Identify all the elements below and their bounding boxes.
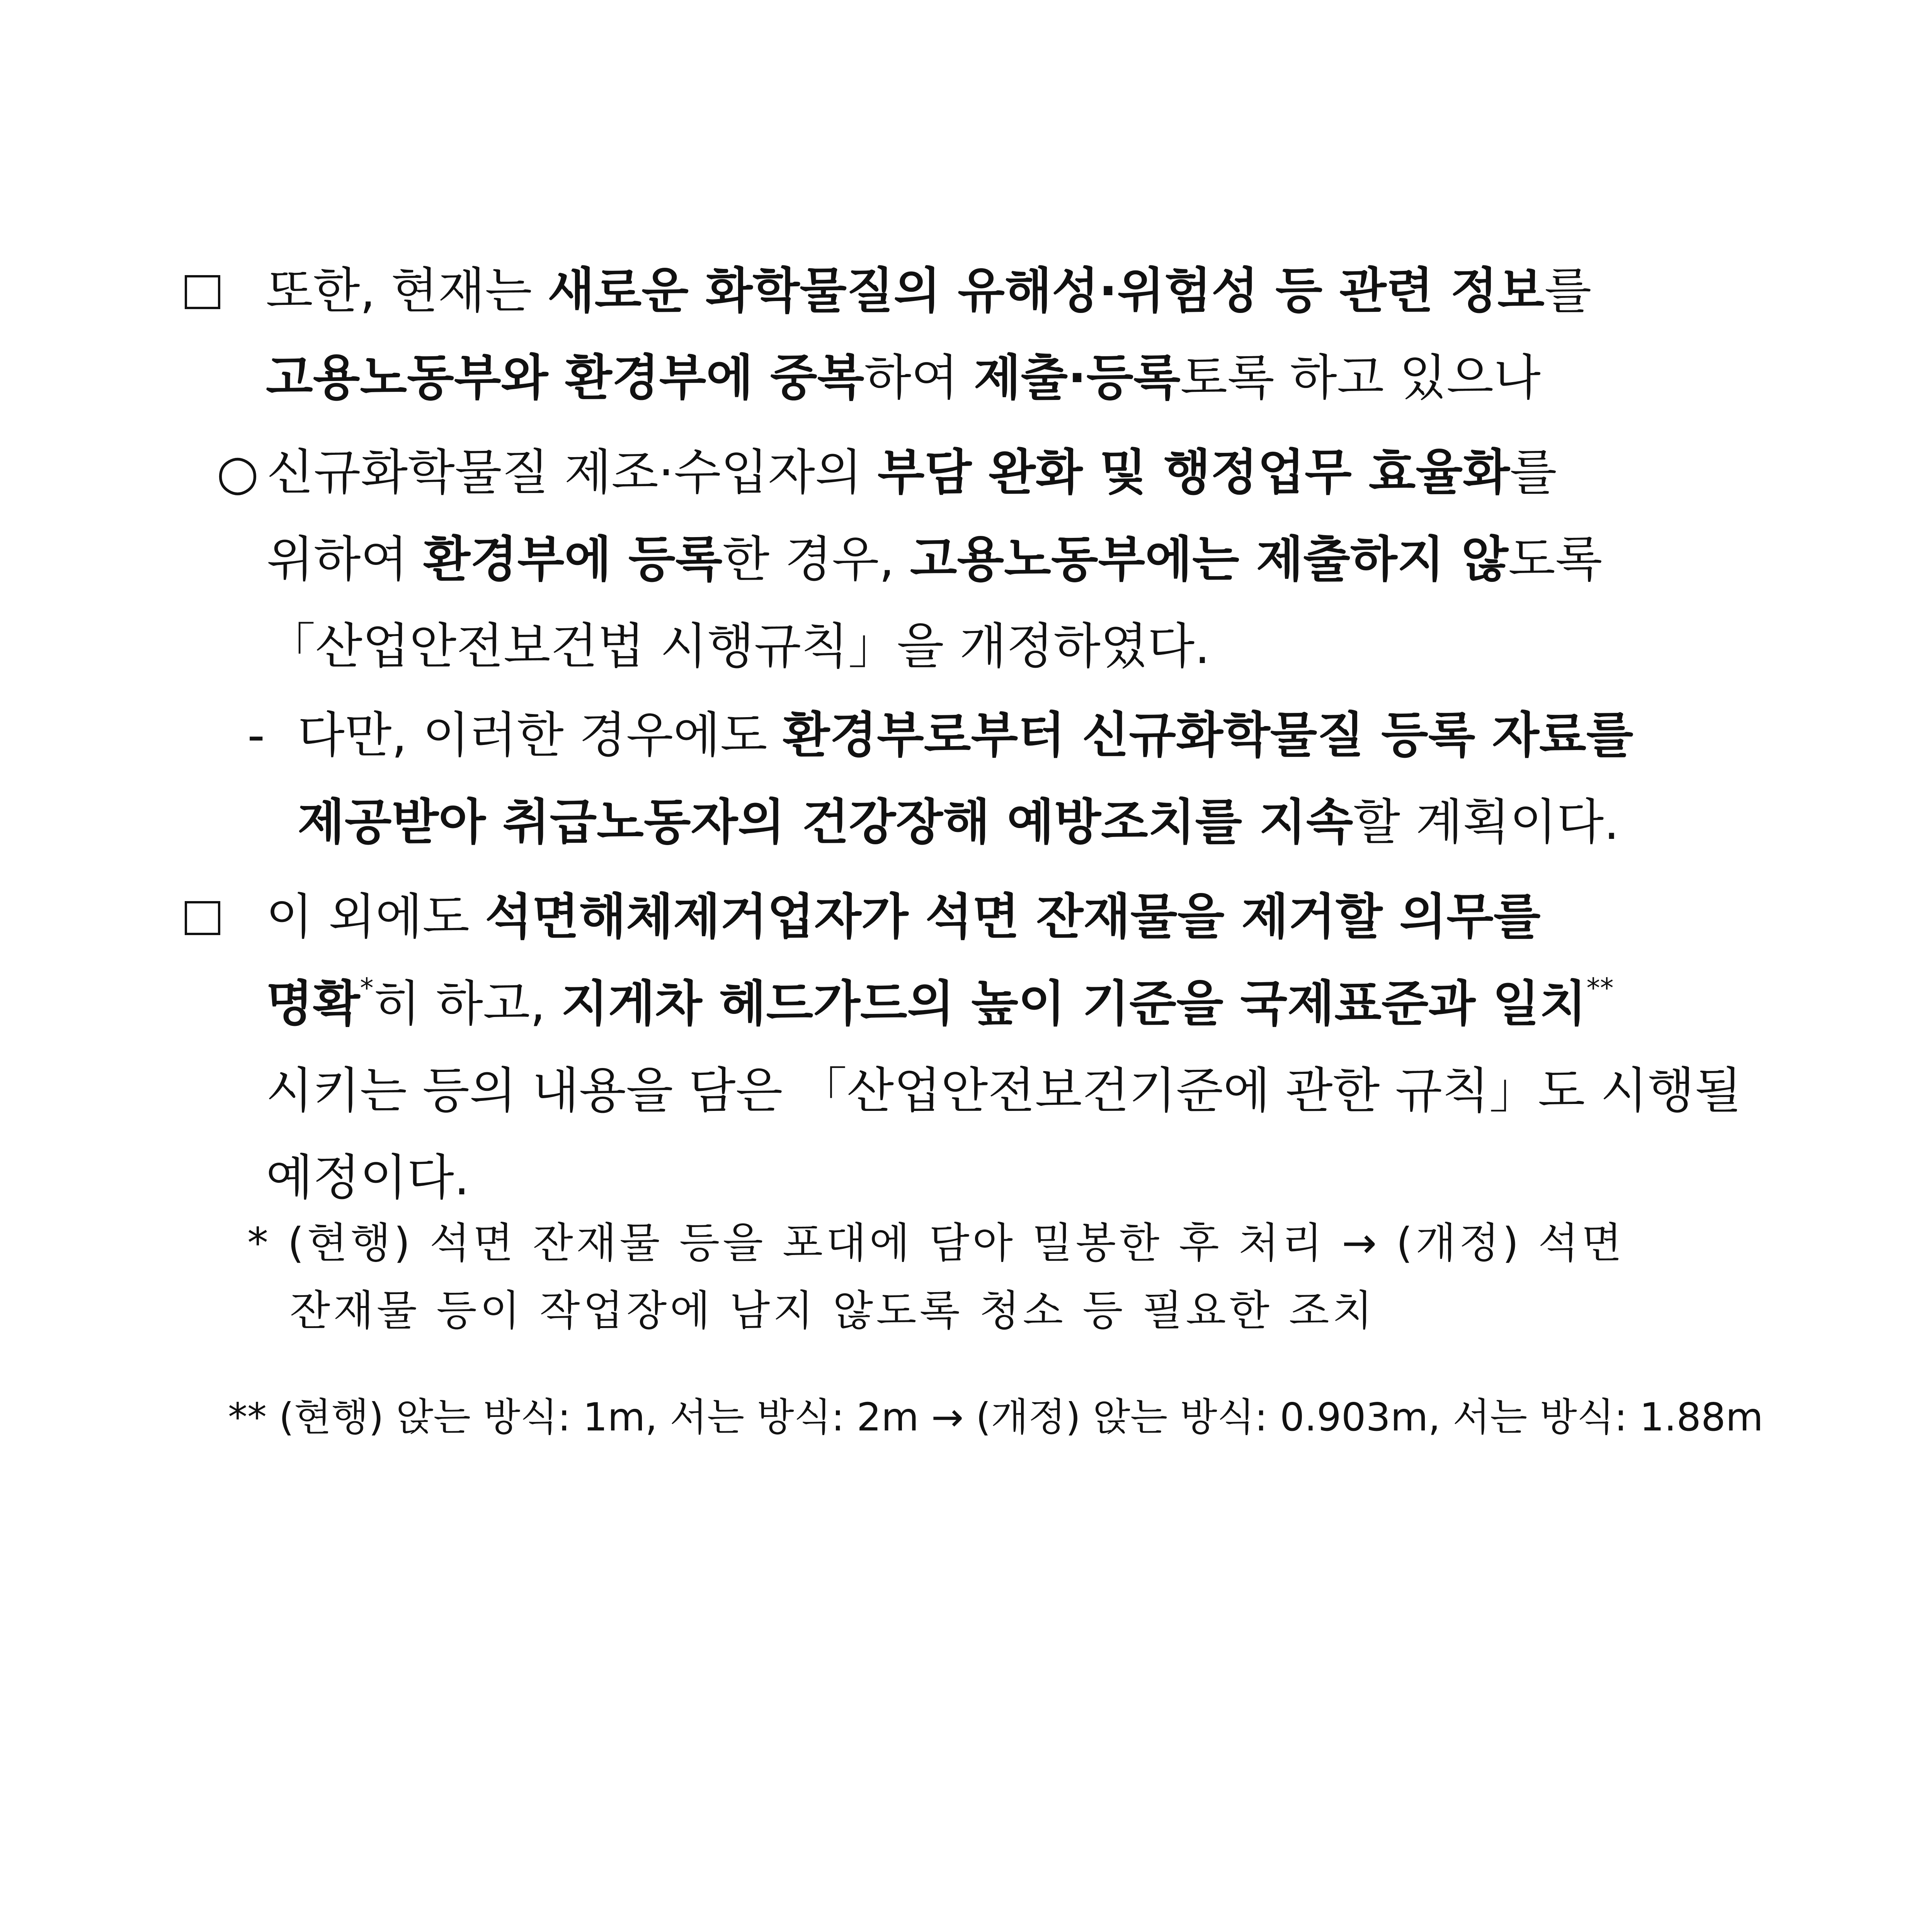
paragraph-2-line-2: [216, 516, 1747, 603]
text-run: 토록 하고 있으나: [1180, 349, 1541, 406]
bold-text-run: 명확: [266, 975, 360, 1032]
circle-bullet-icon: ○: [216, 444, 259, 501]
bold-text-run: 새로운 화학물질의 유해성·위험성 등 관련 정보: [547, 262, 1545, 319]
square-bullet-icon: [185, 275, 220, 309]
bold-text-run: 제출·등록: [973, 349, 1181, 406]
paragraph-4-line-2: [185, 960, 1747, 1047]
paragraph-1: [185, 247, 1747, 421]
paragraph-1-line-1: [185, 247, 1747, 334]
text-run: 또한, 현재는: [266, 262, 548, 319]
paragraph-1-line-2: [185, 334, 1747, 421]
text-run: 를: [1509, 444, 1557, 501]
paragraph-4-line-4: 예정이다.: [266, 1149, 470, 1206]
text-run: 하여: [864, 349, 974, 406]
paragraph-4-line-3: 시키는 등의 내용을 담은 「산업안전보건기준에 관한 규칙」도 시행될: [266, 1062, 1742, 1119]
bold-text-run: 석면해체제거업자가 석면 잔재물을 제거할 의무를: [485, 888, 1541, 945]
bold-text-run: 고용노동부와 환경부에 중복: [266, 349, 864, 406]
paragraph-4: [185, 873, 1747, 1221]
bold-text-run: 환경부에 등록: [423, 531, 723, 588]
text-run: 할 계획이다.: [1353, 794, 1620, 850]
paragraph-2-line-1: [216, 429, 1747, 516]
text-run: 도록: [1508, 531, 1603, 588]
paragraph-3: [247, 692, 1747, 866]
paragraph-3-line-1: [247, 692, 1747, 779]
bold-text-run: 제공받아 취급노동자의 건강장해 예방조치를 지속: [298, 794, 1353, 850]
paragraph-2-line-3: 「산업안전보건법 시행규칙」을 개정하였다.: [267, 618, 1210, 675]
footnote-marker: **: [1586, 972, 1614, 1004]
paragraph-4-line-1: [185, 873, 1747, 960]
footnote-1: [247, 1209, 1625, 1345]
bold-text-run: 환경부로부터 신규화학물질 등록 자료를: [783, 707, 1634, 764]
bold-text-run: 고용노동부에는 제출하지 않: [910, 531, 1509, 588]
bold-text-run: 부담 완화 및 행정업무 효율화: [877, 444, 1510, 501]
text-run: 위하여: [267, 531, 424, 588]
square-bullet-icon: [185, 901, 220, 935]
text-run: 다만, 이러한 경우에도: [298, 707, 783, 764]
text-run: 신규화학물질 제조·수입자의: [267, 444, 878, 501]
footnote-2: [228, 1383, 1763, 1451]
footnote-2-line-1: ** (현행) 앉는 방식: 1m, 서는 방식: 2m → (개정) 앉는 방식: 0.903m, 서는 방식: 1.88m: [228, 1395, 1763, 1440]
paragraph-3-line-2: [247, 779, 1747, 866]
dash-bullet-icon: -: [247, 707, 265, 764]
footnote-1-line-2: 잔재물 등이 작업장에 남지 않도록 청소 등 필요한 조치: [290, 1287, 1376, 1335]
paragraph-2: [216, 429, 1747, 690]
footnote-1-line-1: * (현행) 석면 잔재물 등을 포대에 담아 밀봉한 후 처리 → (개정) 석면: [247, 1219, 1625, 1267]
text-run: 한 경우,: [722, 531, 910, 588]
text-run: 이 외에도: [266, 888, 485, 945]
text-run: 히 하고,: [373, 975, 561, 1032]
bold-text-run: 지게차 헤드가드의 높이 기준을 국제표준과 일치: [561, 975, 1587, 1032]
footnote-marker: *: [360, 972, 374, 1004]
text-run: 를: [1544, 262, 1592, 319]
